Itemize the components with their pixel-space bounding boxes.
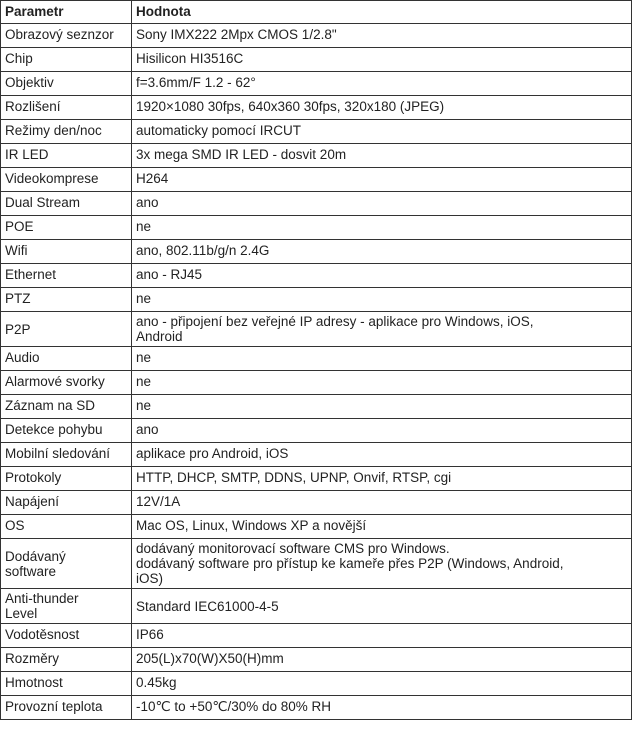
param-cell: P2P xyxy=(1,312,132,347)
param-cell: Hmotnost xyxy=(1,672,132,696)
value-cell: ne xyxy=(132,395,632,419)
param-cell: Provozní teplota xyxy=(1,696,132,720)
value-cell: aplikace pro Android, iOS xyxy=(132,443,632,467)
value-cell: ano, 802.11b/g/n 2.4G xyxy=(132,240,632,264)
table-row xyxy=(1,48,632,72)
param-cell: Záznam na SD xyxy=(1,395,132,419)
param-cell: Rozměry xyxy=(1,648,132,672)
value-cell: 12V/1A xyxy=(132,491,632,515)
value-cell: H264 xyxy=(132,168,632,192)
value-cell: f=3.6mm/F 1.2 - 62° xyxy=(132,72,632,96)
table-row xyxy=(1,216,632,240)
param-cell: Obrazový seznzor xyxy=(1,24,132,48)
param-cell: Audio xyxy=(1,347,132,371)
value-cell: 0.45kg xyxy=(132,672,632,696)
value-cell: Sony IMX222 2Mpx CMOS 1/2.8" xyxy=(132,24,632,48)
param-cell: Videokomprese xyxy=(1,168,132,192)
value-cell: 3x mega SMD IR LED - dosvit 20m xyxy=(132,144,632,168)
param-cell: Wifi xyxy=(1,240,132,264)
value-cell: ano xyxy=(132,419,632,443)
table-row xyxy=(1,288,632,312)
table-row xyxy=(1,624,632,648)
table-row xyxy=(1,491,632,515)
value-cell: ano xyxy=(132,192,632,216)
value-cell: ano - připojení bez veřejné IP adresy - aplikace pro Windows, iOS, Android xyxy=(132,312,632,347)
table-row xyxy=(1,467,632,491)
value-cell: ne xyxy=(132,347,632,371)
table-row xyxy=(1,672,632,696)
header-hodnota: Hodnota xyxy=(132,1,632,24)
table-row xyxy=(1,347,632,371)
param-cell: Protokoly xyxy=(1,467,132,491)
param-cell: POE xyxy=(1,216,132,240)
param-cell: Režimy den/noc xyxy=(1,120,132,144)
param-cell: IR LED xyxy=(1,144,132,168)
param-cell: Alarmové svorky xyxy=(1,371,132,395)
table-header-row xyxy=(1,1,632,24)
table-row xyxy=(1,696,632,720)
value-cell: HTTP, DHCP, SMTP, DDNS, UPNP, Onvif, RTSP, cgi xyxy=(132,467,632,491)
table-row xyxy=(1,515,632,539)
table-row xyxy=(1,24,632,48)
value-cell: 205(L)x70(W)X50(H)mm xyxy=(132,648,632,672)
table-row xyxy=(1,371,632,395)
table-row xyxy=(1,419,632,443)
param-cell: Chip xyxy=(1,48,132,72)
header-parametr: Parametr xyxy=(1,1,132,24)
table-row xyxy=(1,395,632,419)
value-cell: 1920×1080 30fps, 640x360 30fps, 320x180 (JPEG) xyxy=(132,96,632,120)
value-cell: Standard IEC61000-4-5 xyxy=(132,589,632,624)
table-row xyxy=(1,648,632,672)
param-cell: Napájení xyxy=(1,491,132,515)
param-cell: Dual Stream xyxy=(1,192,132,216)
param-cell: OS xyxy=(1,515,132,539)
param-cell: Mobilní sledování xyxy=(1,443,132,467)
table-row xyxy=(1,192,632,216)
value-cell: Mac OS, Linux, Windows XP a novější xyxy=(132,515,632,539)
table-row xyxy=(1,240,632,264)
param-cell: Objektiv xyxy=(1,72,132,96)
value-cell: IP66 xyxy=(132,624,632,648)
param-cell: Ethernet xyxy=(1,264,132,288)
table-row xyxy=(1,264,632,288)
table-row xyxy=(1,539,632,589)
value-cell: ne xyxy=(132,371,632,395)
value-cell: ano - RJ45 xyxy=(132,264,632,288)
value-cell: ne xyxy=(132,288,632,312)
value-cell: -10℃ to +50℃/30% do 80% RH xyxy=(132,696,632,720)
table-row xyxy=(1,120,632,144)
value-cell: dodávaný monitorovací software CMS pro Windows. dodávaný software pro přístup ke kameře přes P2P (Windows, Android, iOS) xyxy=(132,539,632,589)
param-cell: Vodotěsnost xyxy=(1,624,132,648)
param-cell: Detekce pohybu xyxy=(1,419,132,443)
param-cell: Rozlišení xyxy=(1,96,132,120)
param-cell: Anti-thunder Level xyxy=(1,589,132,624)
table-row xyxy=(1,589,632,624)
param-cell: PTZ xyxy=(1,288,132,312)
value-cell: automaticky pomocí IRCUT xyxy=(132,120,632,144)
table-row xyxy=(1,168,632,192)
value-cell: Hisilicon HI3516C xyxy=(132,48,632,72)
param-cell: Dodávaný software xyxy=(1,539,132,589)
table-row xyxy=(1,72,632,96)
table-row xyxy=(1,443,632,467)
table-row xyxy=(1,96,632,120)
table-row xyxy=(1,312,632,347)
value-cell: ne xyxy=(132,216,632,240)
table-row xyxy=(1,144,632,168)
